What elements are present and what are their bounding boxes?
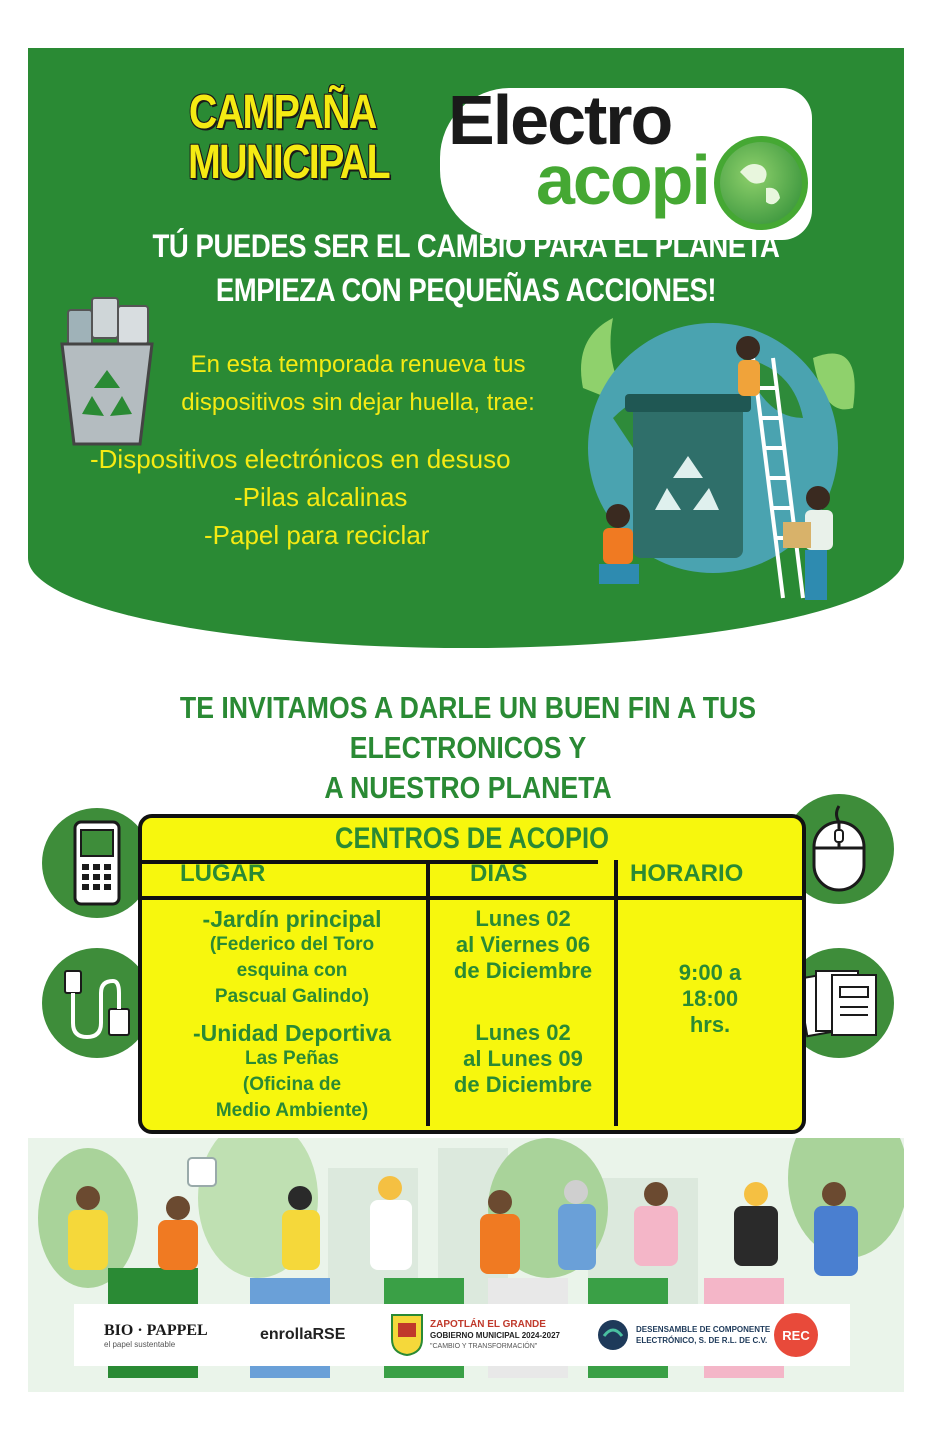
- item-batteries: -Pilas alcalinas: [234, 482, 408, 512]
- recycling-illustration: [573, 298, 863, 618]
- cable-icon: [42, 948, 152, 1058]
- enrollarse-logo: enrollaRSE: [260, 1326, 346, 1343]
- hours-line: 18:00: [681, 986, 739, 1011]
- item-paper: -Papel para reciclar: [204, 520, 430, 550]
- header-horario: HORARIO: [630, 860, 744, 887]
- days-1-line: de Diciembre: [453, 958, 593, 983]
- invite-line1: TE INVITAMOS A DARLE UN BUEN FIN A TUS ELECTRONICOS Y: [179, 690, 757, 765]
- campaign-line2: MUNICIPAL: [188, 136, 389, 189]
- place-1-line: (Federico del Toro: [209, 934, 375, 955]
- hours: [618, 960, 802, 1038]
- days-2-line: al Lunes 09: [463, 1046, 583, 1071]
- rec-badge: REC: [774, 1313, 818, 1357]
- desensamble-line2: ELECTRÓNICO, S. DE R.L. DE C.V.: [636, 1336, 768, 1345]
- hours-line: hrs.: [689, 1012, 731, 1037]
- zapotlan-line1: ZAPOTLÁN EL GRANDE: [430, 1318, 546, 1330]
- place-2-line: Medio Ambiente): [215, 1100, 369, 1121]
- rec-logo: [774, 1304, 818, 1366]
- slogan-line2: EMPIEZA CON PEQUEÑAS ACCIONES!: [215, 272, 717, 308]
- campaign-title: [188, 86, 389, 189]
- days-1-line: Lunes 02: [475, 906, 571, 931]
- days-1-line: al Viernes 06: [455, 932, 591, 957]
- desensamble-logo: [596, 1304, 770, 1366]
- desensamble-line1: DESENSAMBLE DE COMPONENTE: [636, 1325, 771, 1334]
- zapotlan-shield-icon: [390, 1313, 424, 1357]
- invite-text: [141, 688, 795, 808]
- sponsors-bar: [74, 1304, 850, 1366]
- place-2-line: -Unidad Deportiva: [192, 1020, 392, 1046]
- biopappel-subtext: el papel sustentable: [104, 1339, 176, 1349]
- invite-line2: A NUESTRO PLANETA: [324, 770, 612, 805]
- place-1-line: -Jardín principal: [202, 906, 382, 932]
- logo-text-acopi: acopi: [536, 141, 709, 219]
- zapotlan-line2: GOBIERNO MUNICIPAL 2024-2027: [430, 1330, 560, 1340]
- place-1-line: esquina con: [236, 960, 348, 981]
- place-2: [152, 1020, 432, 1124]
- days-2-line: Lunes 02: [475, 1020, 571, 1045]
- place-2-line: Las Peñas: [245, 1048, 339, 1069]
- place-1-line: Pascual Galindo): [214, 986, 370, 1007]
- cellphone-icon: [42, 808, 152, 918]
- intro-line2: dispositivos sin dejar huella, trae:: [181, 389, 535, 416]
- header-dias: DIAS: [470, 860, 528, 887]
- header-lugar: LUGAR: [180, 860, 266, 887]
- hero-section: [28, 48, 904, 648]
- zapotlan-line3: "CAMBIO Y TRANSFORMACIÓN": [430, 1342, 538, 1350]
- place-2-line: (Oficina de: [242, 1074, 342, 1095]
- desensamble-icon: [596, 1318, 630, 1352]
- logo-text-electro: Electro: [448, 81, 672, 159]
- intro-text: [138, 346, 578, 422]
- days-2-line: de Diciembre: [453, 1072, 593, 1097]
- biopappel-text: BIO · PAPPEL: [104, 1321, 208, 1339]
- poster: [28, 48, 904, 1392]
- hours-line: 9:00 a: [678, 960, 742, 985]
- days-1: [432, 906, 614, 984]
- place-1: [152, 906, 432, 1010]
- item-devices: -Dispositivos electrónicos en desuso: [90, 444, 511, 474]
- zapotlan-logo: [390, 1304, 560, 1366]
- biopappel-logo: [104, 1304, 208, 1366]
- days-2: [432, 1020, 614, 1098]
- divider: [142, 896, 802, 900]
- table-title: CENTROS DE ACOPIO: [335, 822, 609, 855]
- collection-centers-table: [138, 814, 806, 1134]
- campaign-line1: CAMPAÑA: [188, 86, 376, 139]
- intro-line1: En esta temporada renueva tus: [190, 351, 526, 378]
- slogan-line1: TÚ PUEDES SER EL CAMBIO PARA EL PLANETA: [152, 228, 780, 264]
- globe-icon: [714, 136, 808, 230]
